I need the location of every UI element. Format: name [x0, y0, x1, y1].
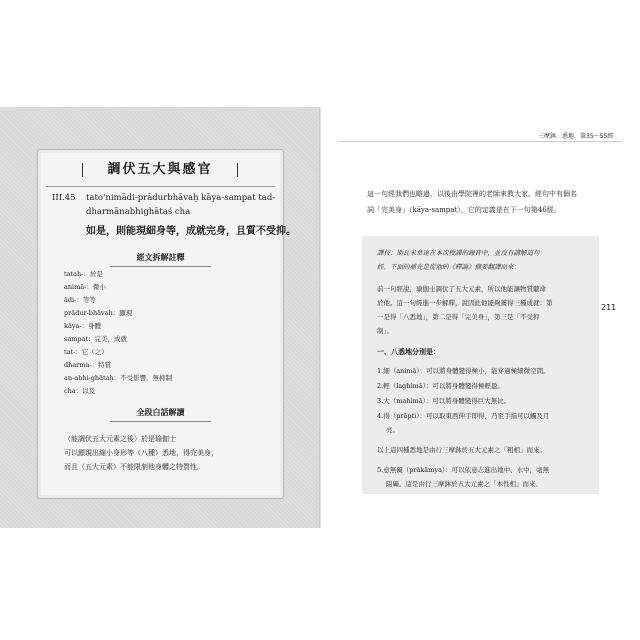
- gloss-item: ādi-：等等: [64, 296, 96, 304]
- verse-number: III.45: [52, 193, 76, 203]
- translator-note: [362, 236, 599, 494]
- sutra-card: [37, 149, 296, 499]
- left-page: [0, 107, 319, 528]
- gloss-item: prādur-bhāvaḥ：顯現: [64, 309, 133, 317]
- page-number: 211: [601, 303, 617, 312]
- note-italic-line: 經。下面的補充是從他的《釋論》摘要翻譯而來：: [377, 263, 520, 271]
- siddhi-item: 亮。: [386, 426, 399, 434]
- right-page: [321, 107, 640, 528]
- siddhi-item: 2.輕（laghimā）：可以將身體變得極輕盈。: [377, 382, 504, 390]
- title-divider: [46, 186, 275, 187]
- verse-sanskrit-line-2: dharmānabhighātaś cha: [86, 207, 191, 217]
- gloss-item: tataḥ-：於是: [64, 270, 103, 278]
- gloss-item: an-abhi-ghātaḥ：不受影響，無抑制: [64, 374, 173, 382]
- gloss-item: animā-：微小: [64, 283, 106, 291]
- commentary-line: （能調伏五大元素之後）於是瑜伽士: [64, 435, 176, 443]
- siddhi-heading: 一、八悉地分別是：: [377, 347, 440, 356]
- gloss-item: kāya-：身體: [64, 322, 102, 330]
- note-line: 一是得「八悉地」，第二是得「完美身」，第三是「不受抑: [377, 313, 540, 321]
- verse-translation: 如是，則能現細身等，成就完身，且質不受抑。: [86, 226, 296, 237]
- commentary-line: 可以顯現出縮小身形等（八種）悉地，得完美身，: [64, 449, 218, 457]
- commentary-heading: 全段白話解讀: [38, 407, 283, 418]
- siddhi-item: 4.得（prāpti）：可以取東西伸手即得，乃至手指可以觸及月: [377, 412, 550, 420]
- siddhi-item: 3.大（mahimā）：可以將身體變得巨大無比。: [377, 397, 511, 405]
- summary-line: 以上這四種悉地是由行三摩鉢於五大元素之「粗相」而來。: [377, 446, 546, 454]
- note-line: 前一句經說，瑜伽士調伏了五大元素，所以他能讓物質聽命: [377, 285, 546, 293]
- siddhi-item-5: 5.意無礙（prākāmya）：可以依意志進出地中、水中，毫無: [377, 466, 550, 474]
- card-title: 調伏五大與感官: [74, 160, 246, 180]
- note-italic-line: 譯按：斯瓦米韋達在本次授課的錄音中，並沒有講解這句: [377, 249, 540, 257]
- gloss-item: sampat：完美，成就: [64, 335, 128, 343]
- gloss-heading: 經文拆解註釋: [38, 252, 283, 263]
- intro-line: 這一句經我們也略過，以後由學院裡的老師來教大家。經句中有個名: [367, 190, 577, 198]
- note-line: 於他。這一句經進一步解釋，說因此他能夠獲得三種成就：第: [377, 299, 553, 307]
- running-head-rule: [339, 141, 622, 142]
- siddhi-item-5: 阻礙。這是由行三摩鉢於五大元素之「本性相」而來。: [386, 480, 542, 488]
- note-line: 制」。: [377, 327, 394, 335]
- commentary-line: 而且（五大元素）不能限制他身體之特質性。: [64, 463, 204, 471]
- intro-line: 詞「完美身」（kāya-sampat），它的定義是在下一句第46經。: [367, 206, 561, 214]
- book-spread: [0, 107, 640, 528]
- running-head: 三摩鉢．悉地 第35～55經: [538, 133, 614, 140]
- gloss-item: cha：以及: [64, 387, 96, 395]
- gloss-item: dharma-：特質: [64, 361, 112, 369]
- gloss-item: tat-：它（之）: [64, 348, 108, 356]
- siddhi-item: 1.細（animā）：可以將身體變得極小，能穿過極細微空間。: [377, 367, 550, 375]
- verse-sanskrit-line-1: tato'nimādi-prādurbhāvaḥ kāya-sampat tad-: [86, 193, 276, 203]
